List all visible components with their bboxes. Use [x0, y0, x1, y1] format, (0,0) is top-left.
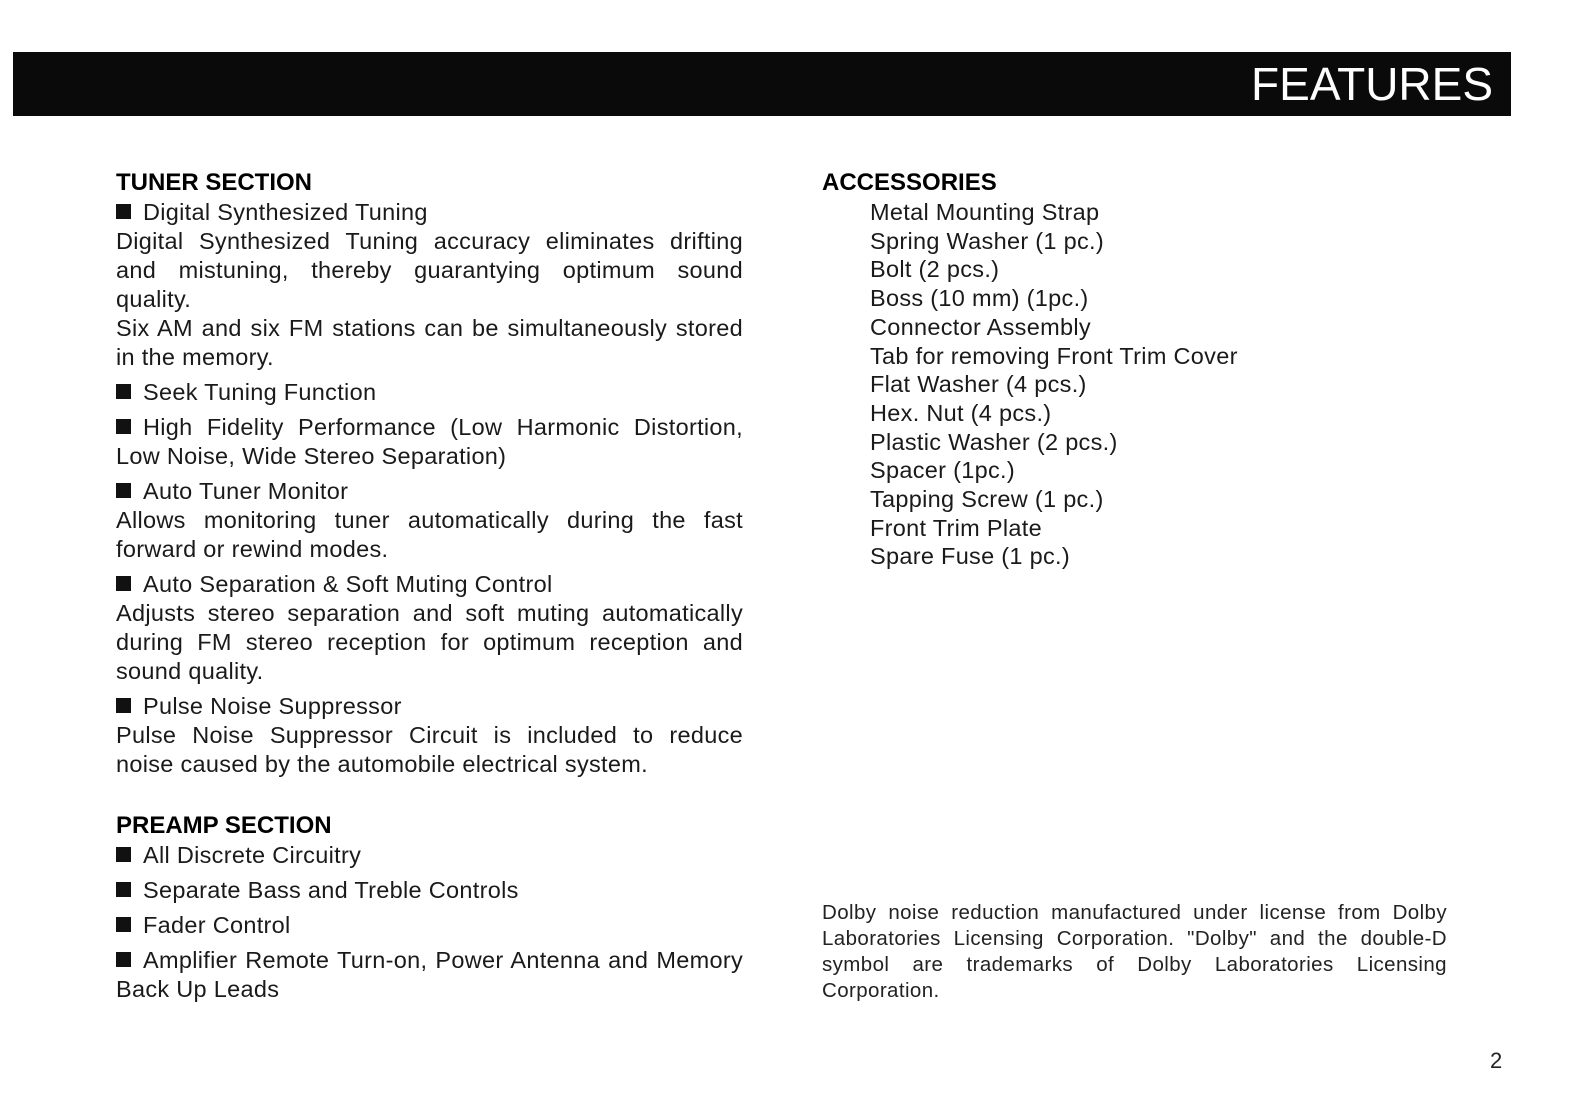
- list-item: Bolt (2 pcs.): [870, 256, 1000, 283]
- square-bullet-icon: [116, 419, 131, 434]
- square-bullet-icon: [116, 483, 131, 498]
- list-item: Tapping Screw (1 pc.): [870, 486, 1104, 513]
- square-bullet-icon: [116, 576, 131, 591]
- feature-amplifier-remote: [116, 946, 743, 1004]
- list-item: Boss (10 mm) (1pc.): [870, 285, 1089, 312]
- list-item: Flat Washer (4 pcs.): [870, 371, 1087, 398]
- feature-title: Auto Separation & Soft Muting Control: [143, 571, 553, 597]
- feature-description: Six AM and six FM stations can be simultaneously stored in the memory.: [116, 315, 743, 370]
- square-bullet-icon: [116, 882, 131, 897]
- square-bullet-icon: [116, 917, 131, 932]
- feature-auto-separation: [116, 570, 743, 686]
- list-item: Front Trim Plate: [870, 514, 1042, 541]
- feature-title: Amplifier Remote Turn-on, Power Antenna and Memory Back Up Leads: [116, 947, 743, 1002]
- feature-title: High Fidelity Performance (Low Harmonic Distortion, Low Noise, Wide Stereo Separation): [116, 414, 743, 469]
- right-column: [822, 168, 1452, 571]
- square-bullet-icon: [116, 952, 131, 967]
- list-item: Plastic Washer (2 pcs.): [870, 428, 1118, 455]
- tuner-section-heading: TUNER SECTION: [116, 169, 313, 196]
- feature-title: Digital Synthesized Tuning: [143, 199, 428, 225]
- feature-seek-tuning: [116, 378, 743, 407]
- feature-digital-synthesized-tuning: [116, 198, 743, 372]
- square-bullet-icon: [116, 384, 131, 399]
- square-bullet-icon: [116, 204, 131, 219]
- accessories-heading: ACCESSORIES: [822, 169, 997, 196]
- feature-fader: [116, 911, 743, 940]
- dolby-trademark-note: Dolby noise reduction manufactured under license from Dolby Laboratories Licensing Corporation. "Dolby" and the double-D symbol are trademarks of Dolby Laboratories Licensing Corporation.: [822, 901, 1447, 1002]
- header-bar: [13, 52, 1511, 116]
- feature-title: Separate Bass and Treble Controls: [143, 877, 519, 903]
- page-title: FEATURES: [1251, 58, 1493, 110]
- list-item: Connector Assembly: [870, 313, 1091, 340]
- feature-title: All Discrete Circuitry: [143, 842, 362, 868]
- feature-description: Pulse Noise Suppressor Circuit is included to reduce noise caused by the automobile electrical system.: [116, 722, 743, 777]
- feature-title: Seek Tuning Function: [143, 379, 377, 405]
- feature-description: Digital Synthesized Tuning accuracy eliminates drifting and mistuning, thereby guarantying optimum sound quality.: [116, 228, 743, 312]
- list-item: Spring Washer (1 pc.): [870, 227, 1104, 254]
- feature-title: Auto Tuner Monitor: [143, 478, 349, 504]
- square-bullet-icon: [116, 698, 131, 713]
- accessories-list: [822, 198, 1452, 571]
- left-column: [116, 168, 743, 1010]
- feature-description: Adjusts stereo separation and soft muting automatically during FM stereo reception for optimum reception and sound quality.: [116, 600, 743, 684]
- feature-all-discrete: [116, 841, 743, 870]
- list-item: Metal Mounting Strap: [870, 199, 1100, 225]
- feature-bass-treble: [116, 876, 743, 905]
- list-item: Tab for removing Front Trim Cover: [870, 342, 1238, 369]
- feature-high-fidelity: [116, 413, 743, 471]
- page-number: 2: [1490, 1048, 1503, 1073]
- preamp-section-heading: PREAMP SECTION: [116, 812, 332, 839]
- square-bullet-icon: [116, 847, 131, 862]
- list-item: Spacer (1pc.): [870, 457, 1015, 484]
- feature-description: Allows monitoring tuner automatically during the fast forward or rewind modes.: [116, 507, 743, 562]
- feature-title: Pulse Noise Suppressor: [143, 693, 402, 719]
- feature-pulse-noise-suppressor: [116, 692, 743, 779]
- list-item: Hex. Nut (4 pcs.): [870, 399, 1052, 426]
- list-item: Spare Fuse (1 pc.): [870, 543, 1071, 570]
- feature-auto-tuner-monitor: [116, 477, 743, 564]
- feature-title: Fader Control: [143, 912, 291, 938]
